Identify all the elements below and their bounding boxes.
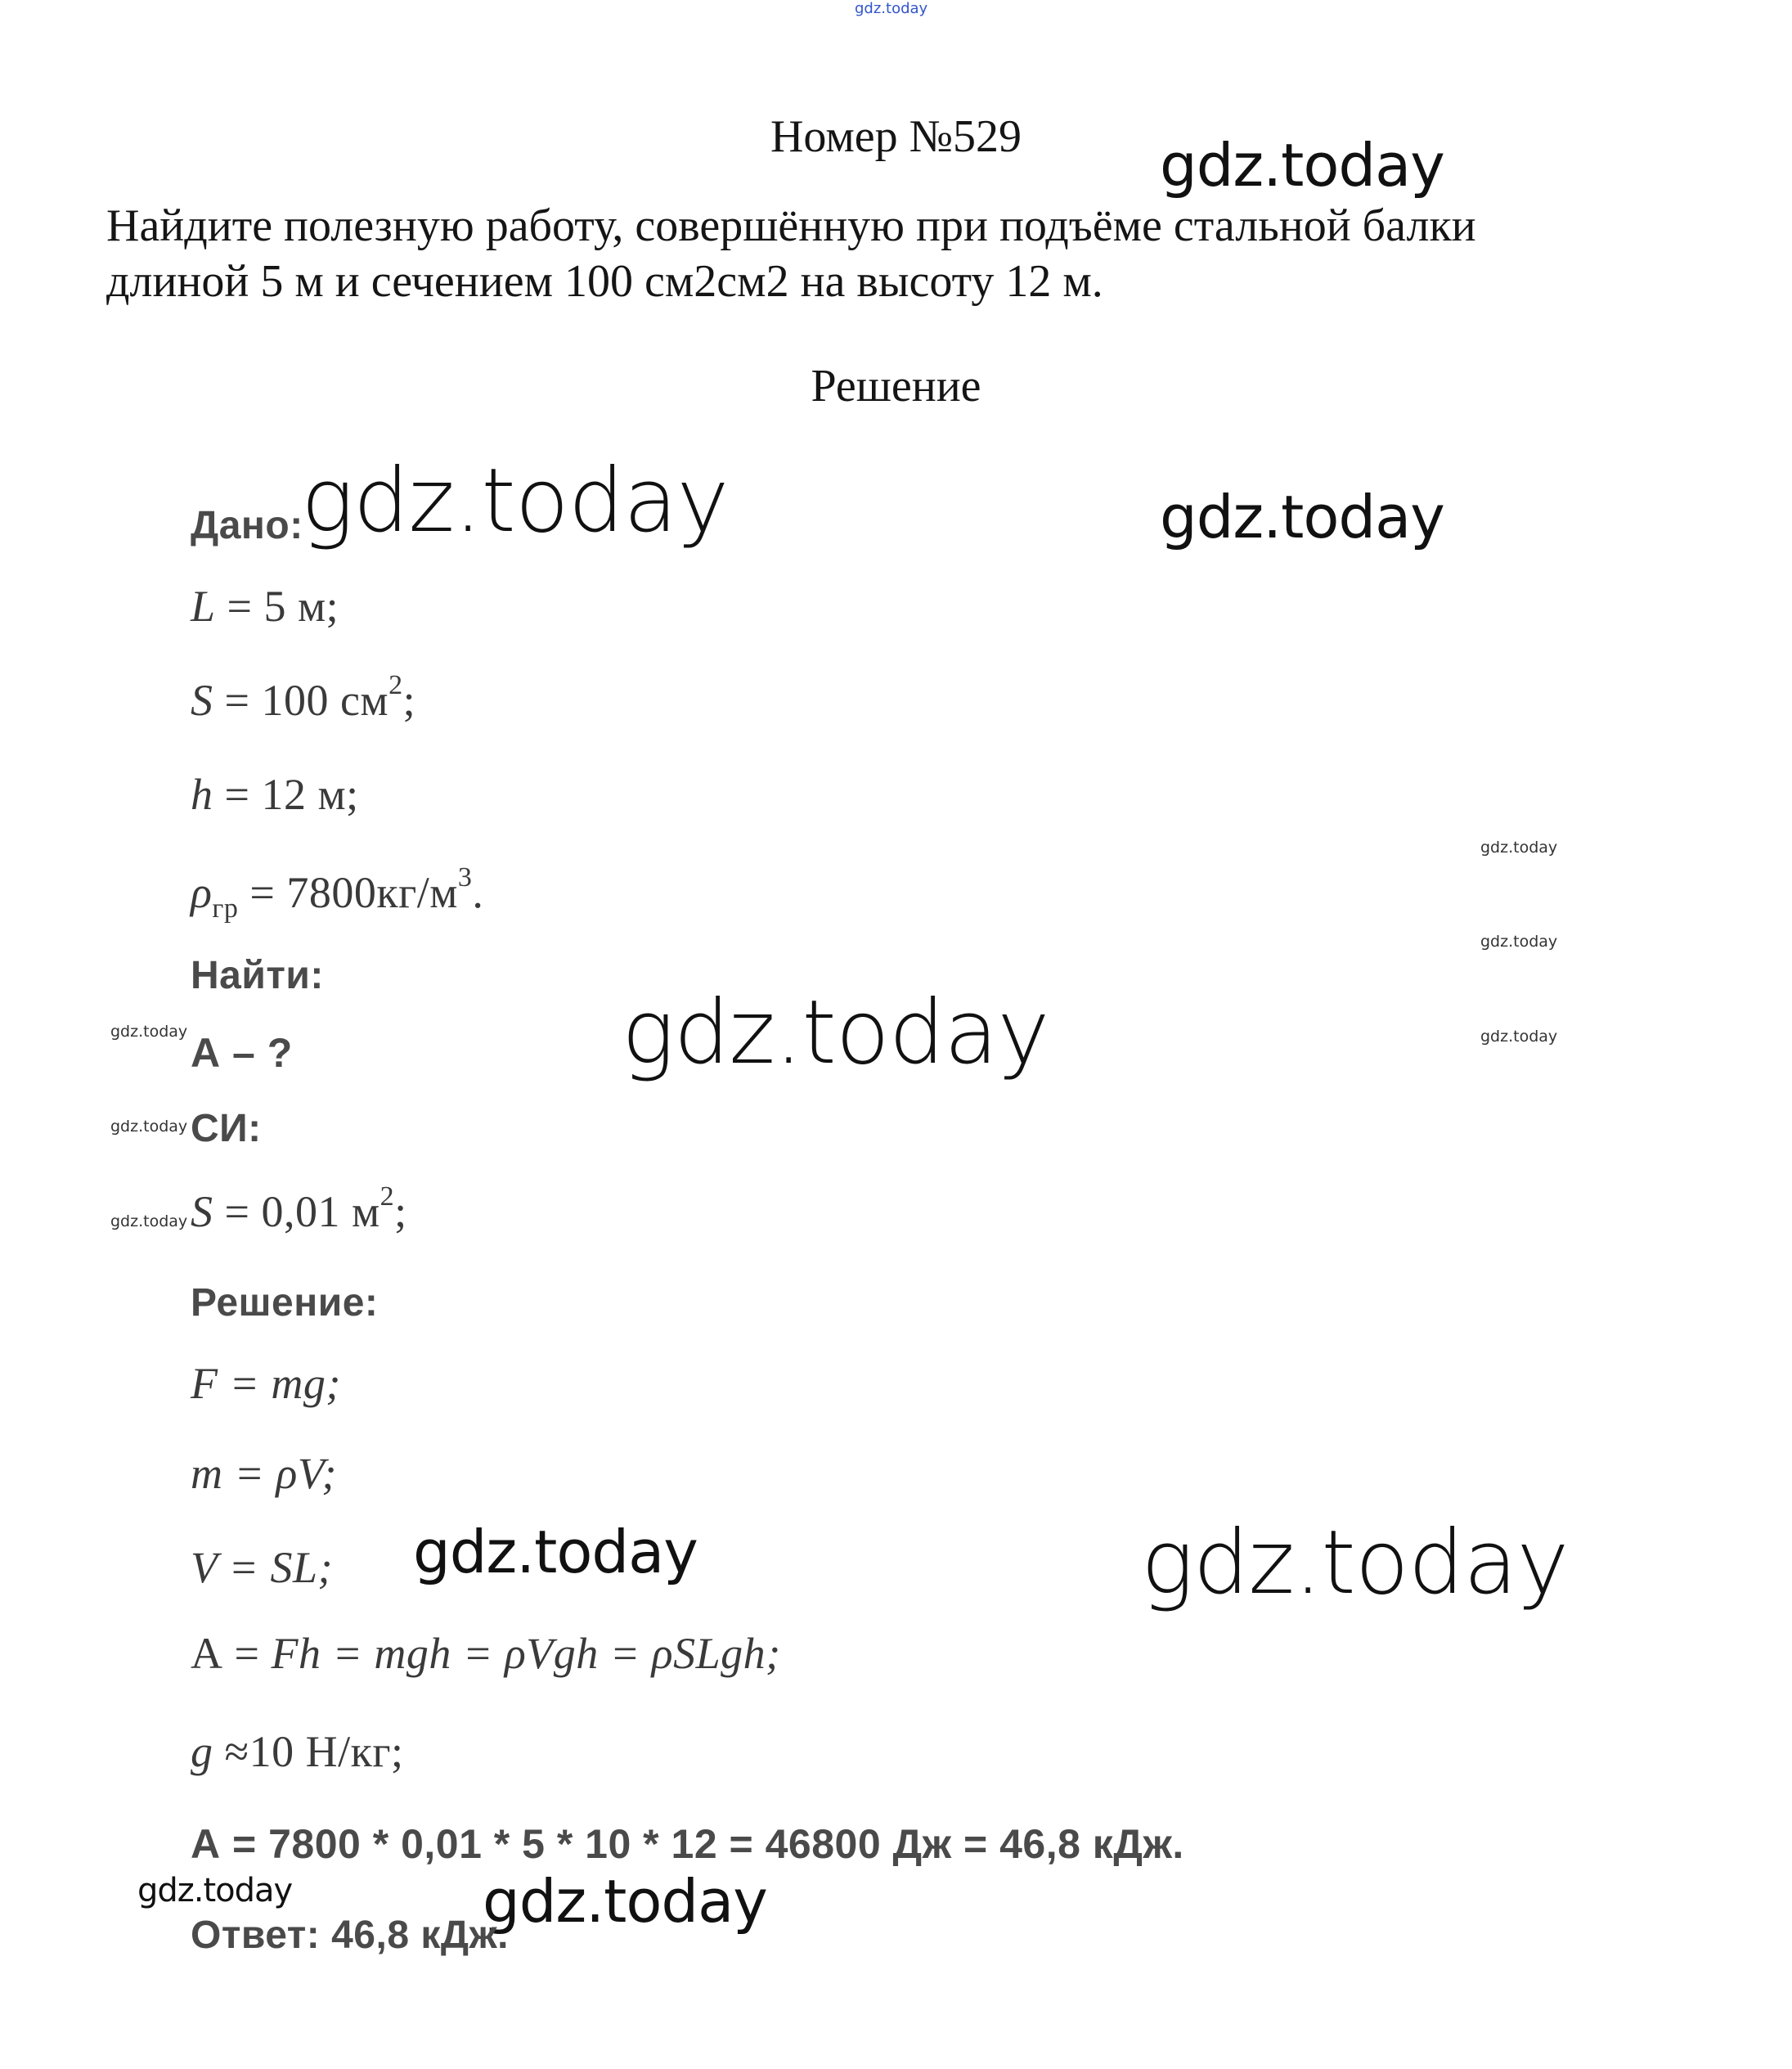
eq-gravity-rest: ≈10 Н/кг; [213,1727,404,1776]
given-label: Дано: [191,504,303,547]
eq-volume-text: V = SL; [191,1543,333,1592]
equation-force [191,1358,341,1409]
watermark-small-r3: gdz.today [1480,1028,1558,1046]
find-value: А – ? [191,1030,293,1076]
watermark-header: gdz.today [1160,131,1444,200]
page-title: Номер №529 [770,111,1022,162]
value-S: = 100 см [213,676,389,725]
si-exp-S: 2 [380,1181,395,1212]
equation-volume [191,1542,333,1593]
watermark-right-1: gdz.today [1160,483,1444,551]
watermark-small-l1: gdz.today [110,1023,188,1041]
value-L: = 5 м; [215,582,339,631]
problem-statement [106,198,1709,309]
value-rho: = 7800кг/м [238,868,458,917]
equation-mass [191,1448,337,1499]
eq-force-text: F = mg; [191,1359,341,1408]
given-height [191,769,359,820]
problem-line-2: длиной 5 м и сечением 100 см2см2 на высоту 12 м. [106,256,1103,307]
exp-S: 2 [388,670,403,700]
sub-rho: гр [212,893,239,924]
si-end-S: ; [394,1187,407,1236]
watermark-small-l3: gdz.today [110,1212,188,1230]
end-rho: . [472,868,484,917]
equation-work [191,1628,781,1679]
value-h: = 12 м; [213,770,359,819]
watermark-volume: gdz.today [413,1518,698,1586]
si-value-S: = 0,01 м [213,1187,380,1236]
var-L: L [191,582,216,631]
end-S: ; [402,676,416,725]
var-h: h [191,770,213,819]
watermark-bottom: gdz.today [483,1867,767,1936]
watermark-top: gdz.today [855,0,928,17]
watermark-small-r2: gdz.today [1480,933,1558,951]
answer: Ответ: 46,8 кДж. [191,1914,509,1957]
solution-heading: Решение [811,361,981,412]
si-var-S: S [191,1187,213,1236]
watermark-small-r1: gdz.today [1480,839,1558,857]
equation-gravity [191,1726,404,1777]
si-section [191,1181,407,1237]
given-density [191,862,484,924]
calculation: А = 7800 * 0,01 * 5 * 10 * 12 = 46800 Дж = 46,8 кДж. [191,1821,1184,1867]
watermark-center: gdz.today [622,982,1049,1084]
eq-mass-text: m = ρV; [191,1449,337,1498]
exp-rho: 3 [457,862,473,893]
solution-label: Решение: [191,1281,379,1325]
find-label: Найти: [191,954,324,997]
watermark-given: gdz.today [301,450,729,552]
var-rho: ρ [191,868,213,917]
problem-line-1: Найдите полезную работу, совершённую при подъёме стальной балки [106,200,1476,251]
eq-work-rest: Fh = mgh = ρVgh = ρSLgh; [271,1629,781,1678]
watermark-right-large: gdz.today [1141,1512,1569,1614]
watermark-bottom-left: gdz.today [137,1872,293,1909]
eq-work-prefix: А = [191,1629,272,1678]
var-S: S [191,676,213,725]
given-length [191,581,339,632]
watermark-small-l2: gdz.today [110,1118,188,1136]
eq-gravity-var: g [191,1727,213,1776]
si-label: СИ: [191,1107,262,1150]
given-section [191,670,416,726]
